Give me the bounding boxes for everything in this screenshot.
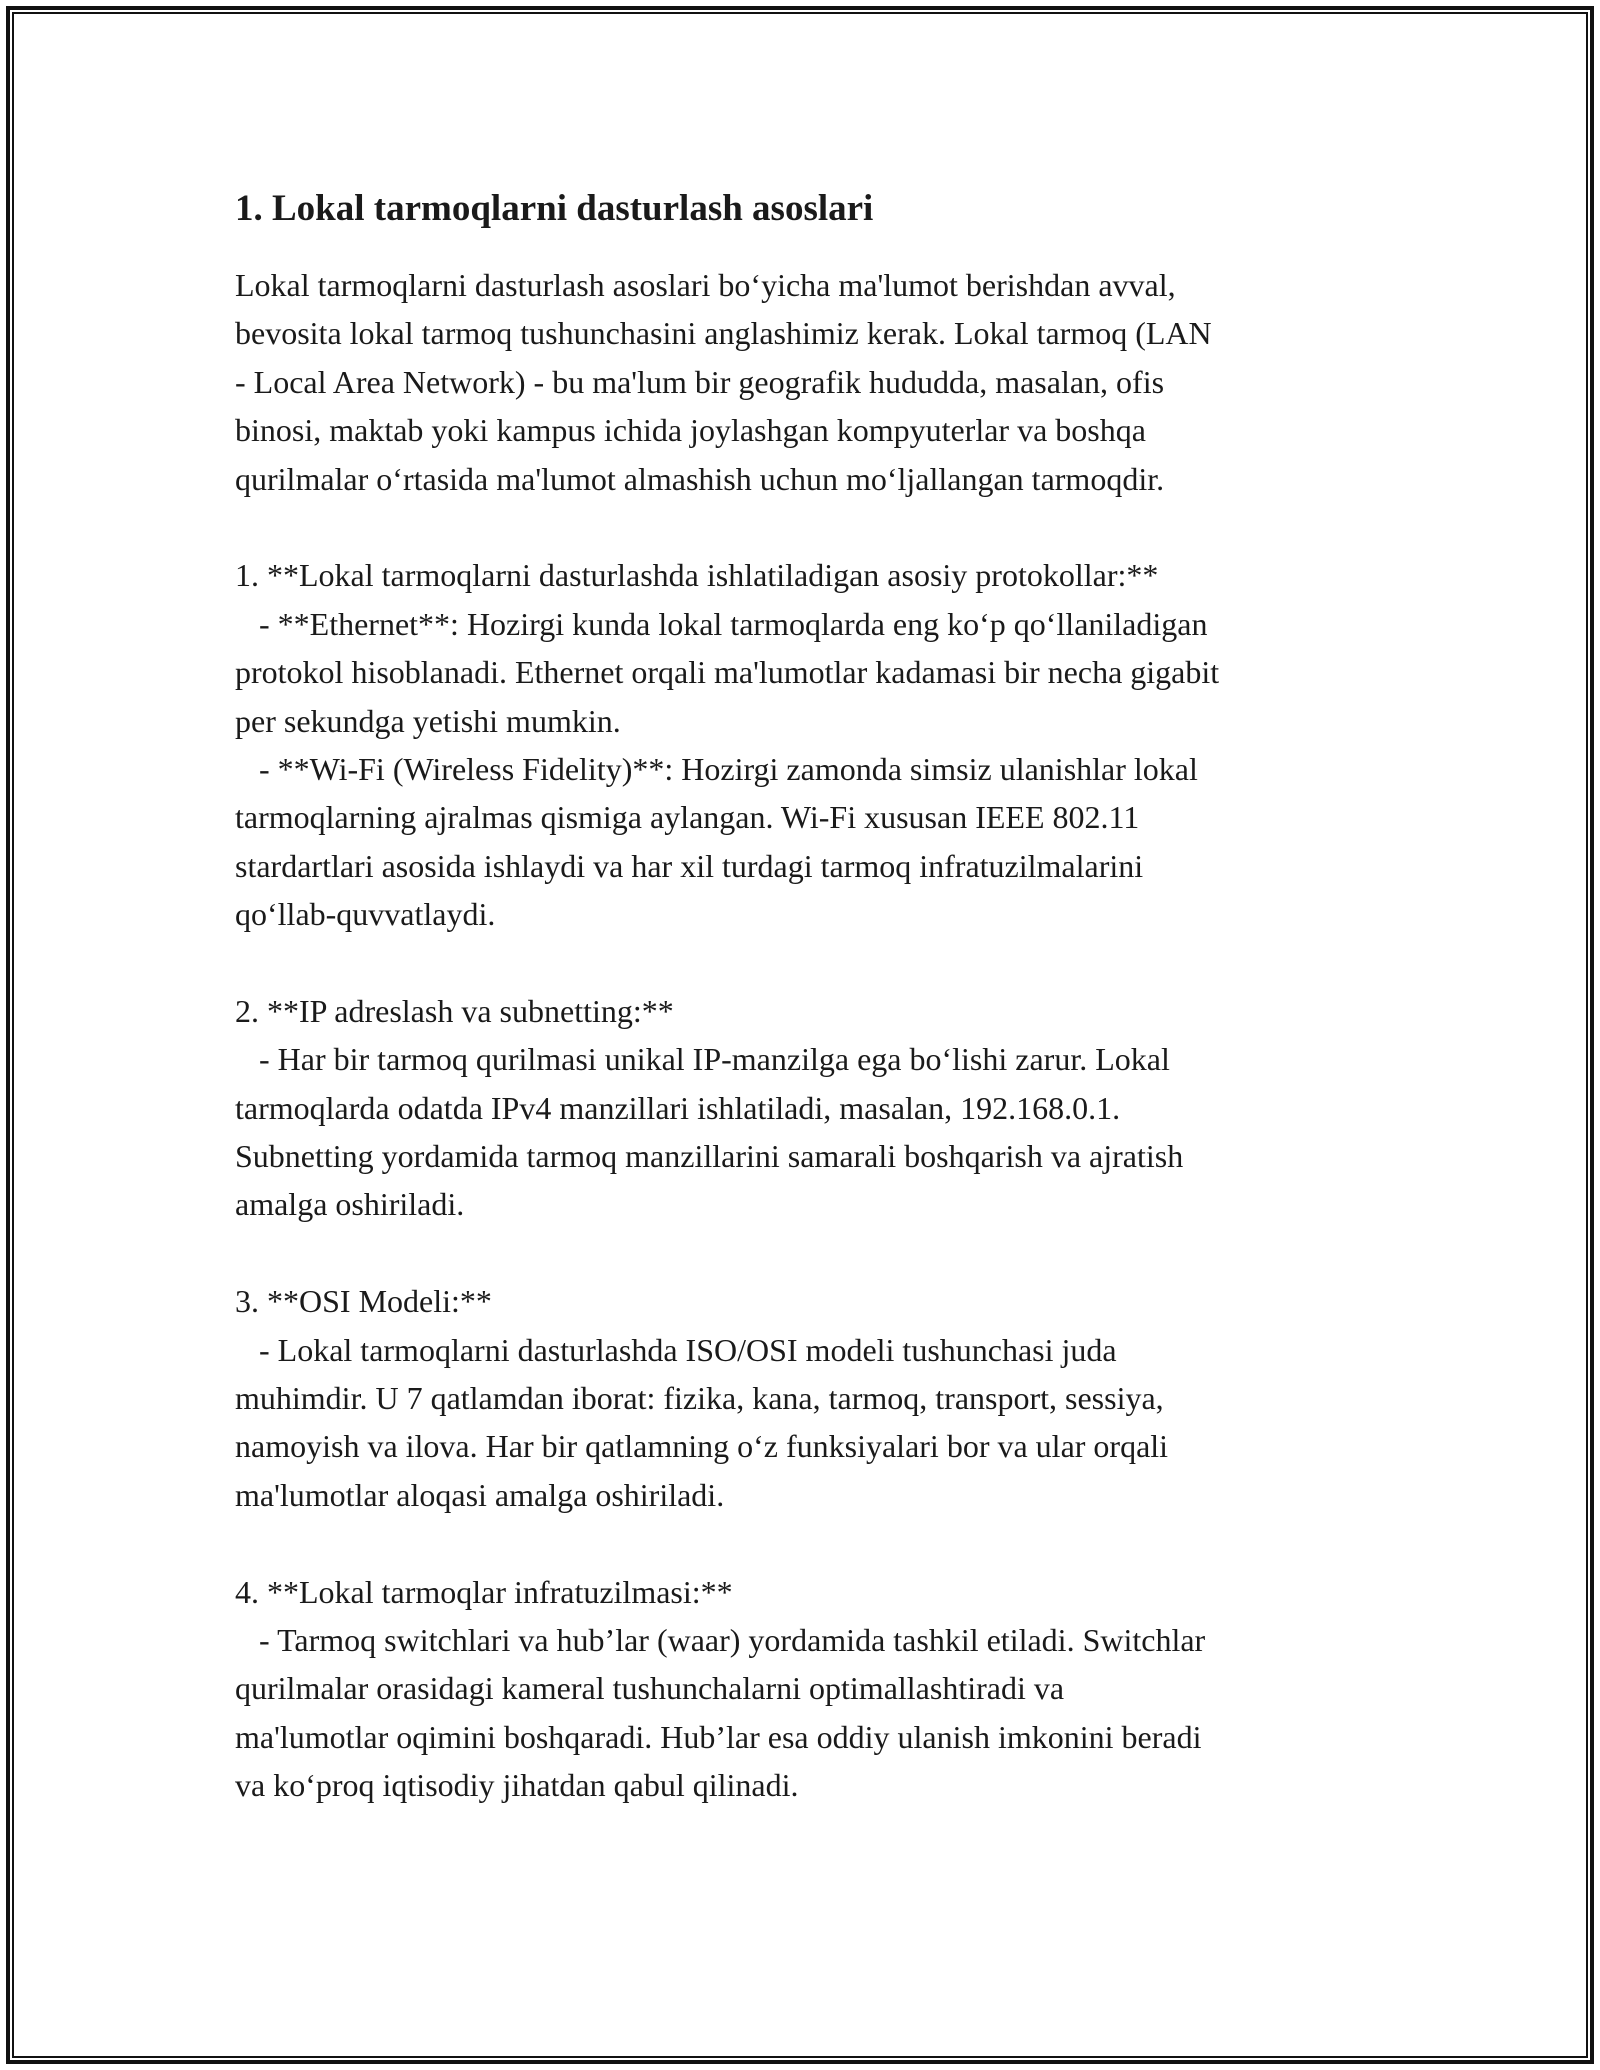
text-line: tarmoqlarda odatda IPv4 manzillari ishlatiladi, masalan, 192.168.0.1. <box>235 1089 1121 1126</box>
text-line: qurilmalar orasidagi kameral tushunchalarni optimallashtiradi va <box>235 1670 1065 1707</box>
blank-line <box>235 938 1375 986</box>
document-text <box>235 261 1375 1810</box>
blank-line <box>235 1519 1375 1567</box>
text-line: - Lokal tarmoqlarni dasturlashda ISO/OSI modeli tushunchasi juda <box>235 1331 1117 1368</box>
text-line: ma'lumotlar aloqasi amalga oshiriladi. <box>235 1476 725 1513</box>
text-line: bevosita lokal tarmoq tushunchasini anglashimiz kerak. Lokal tarmoq (LAN <box>235 315 1212 352</box>
text-line: - **Wi-Fi (Wireless Fidelity)**: Hozirgi zamonda simsiz ulanishlar lokal <box>235 750 1198 787</box>
text-line: tarmoqlarning ajralmas qismiga aylangan. Wi-Fi xususan IEEE 802.11 <box>235 799 1140 836</box>
document-title: 1. Lokal tarmoqlarni dasturlash asoslari <box>235 188 874 229</box>
text-line: - Tarmoq switchlari va hub’lar (waar) yordamida tashkil etiladi. Switchlar <box>235 1621 1206 1658</box>
text-line: namoyish va ilova. Har bir qatlamning o‘z funksiyalari bor va ular orqali <box>235 1428 1169 1465</box>
text-line: qo‘llab-quvvatlaydi. <box>235 896 496 933</box>
text-line: 2. **IP adreslash va subnetting:** <box>235 992 674 1029</box>
text-line: ma'lumotlar oqimini boshqaradi. Hub’lar esa oddiy ulanish imkonini beradi <box>235 1718 1202 1755</box>
document-body <box>235 185 1375 1810</box>
text-line: Lokal tarmoqlarni dasturlash asoslari bo‘yicha ma'lumot berishdan avval, <box>235 267 1176 303</box>
text-line: va ko‘proq iqtisodiy jihatdan qabul qilinadi. <box>235 1767 799 1804</box>
blank-line <box>235 1229 1375 1277</box>
text-line: - **Ethernet**: Hozirgi kunda lokal tarmoqlarda eng ko‘p qo‘llaniladigan <box>235 605 1208 642</box>
blank-line <box>235 503 1375 551</box>
text-line: 3. **OSI Modeli:** <box>235 1283 492 1320</box>
text-line: per sekundga yetishi mumkin. <box>235 702 621 739</box>
text-line: Subnetting yordamida tarmoq manzillarini samarali boshqarish va ajratish <box>235 1138 1184 1175</box>
text-line: 4. **Lokal tarmoqlar infratuzilmasi:** <box>235 1573 733 1610</box>
text-line: - Local Area Network) - bu ma'lum bir geografik hududda, masalan, ofis <box>235 363 1165 400</box>
text-line: 1. **Lokal tarmoqlarni dasturlashda ishlatiladigan asosiy protokollar:** <box>235 557 1159 594</box>
text-line: binosi, maktab yoki kampus ichida joylashgan kompyuterlar va boshqa <box>235 412 1146 449</box>
text-line: muhimdir. U 7 qatlamdan iborat: fizika, kana, tarmoq, transport, sessiya, <box>235 1379 1164 1416</box>
text-line: protokol hisoblanadi. Ethernet orqali ma'lumotlar kadamasi bir necha gigabit <box>235 654 1220 691</box>
text-line: amalga oshiriladi. <box>235 1186 465 1223</box>
text-line: qurilmalar o‘rtasida ma'lumot almashish uchun mo‘ljallangan tarmoqdir. <box>235 460 1165 497</box>
text-line: - Har bir tarmoq qurilmasi unikal IP-manzilga ega bo‘lishi zarur. Lokal <box>235 1041 1170 1078</box>
text-line: stardartlari asosida ishlaydi va har xil turdagi tarmoq infratuzilmalarini <box>235 847 1144 884</box>
